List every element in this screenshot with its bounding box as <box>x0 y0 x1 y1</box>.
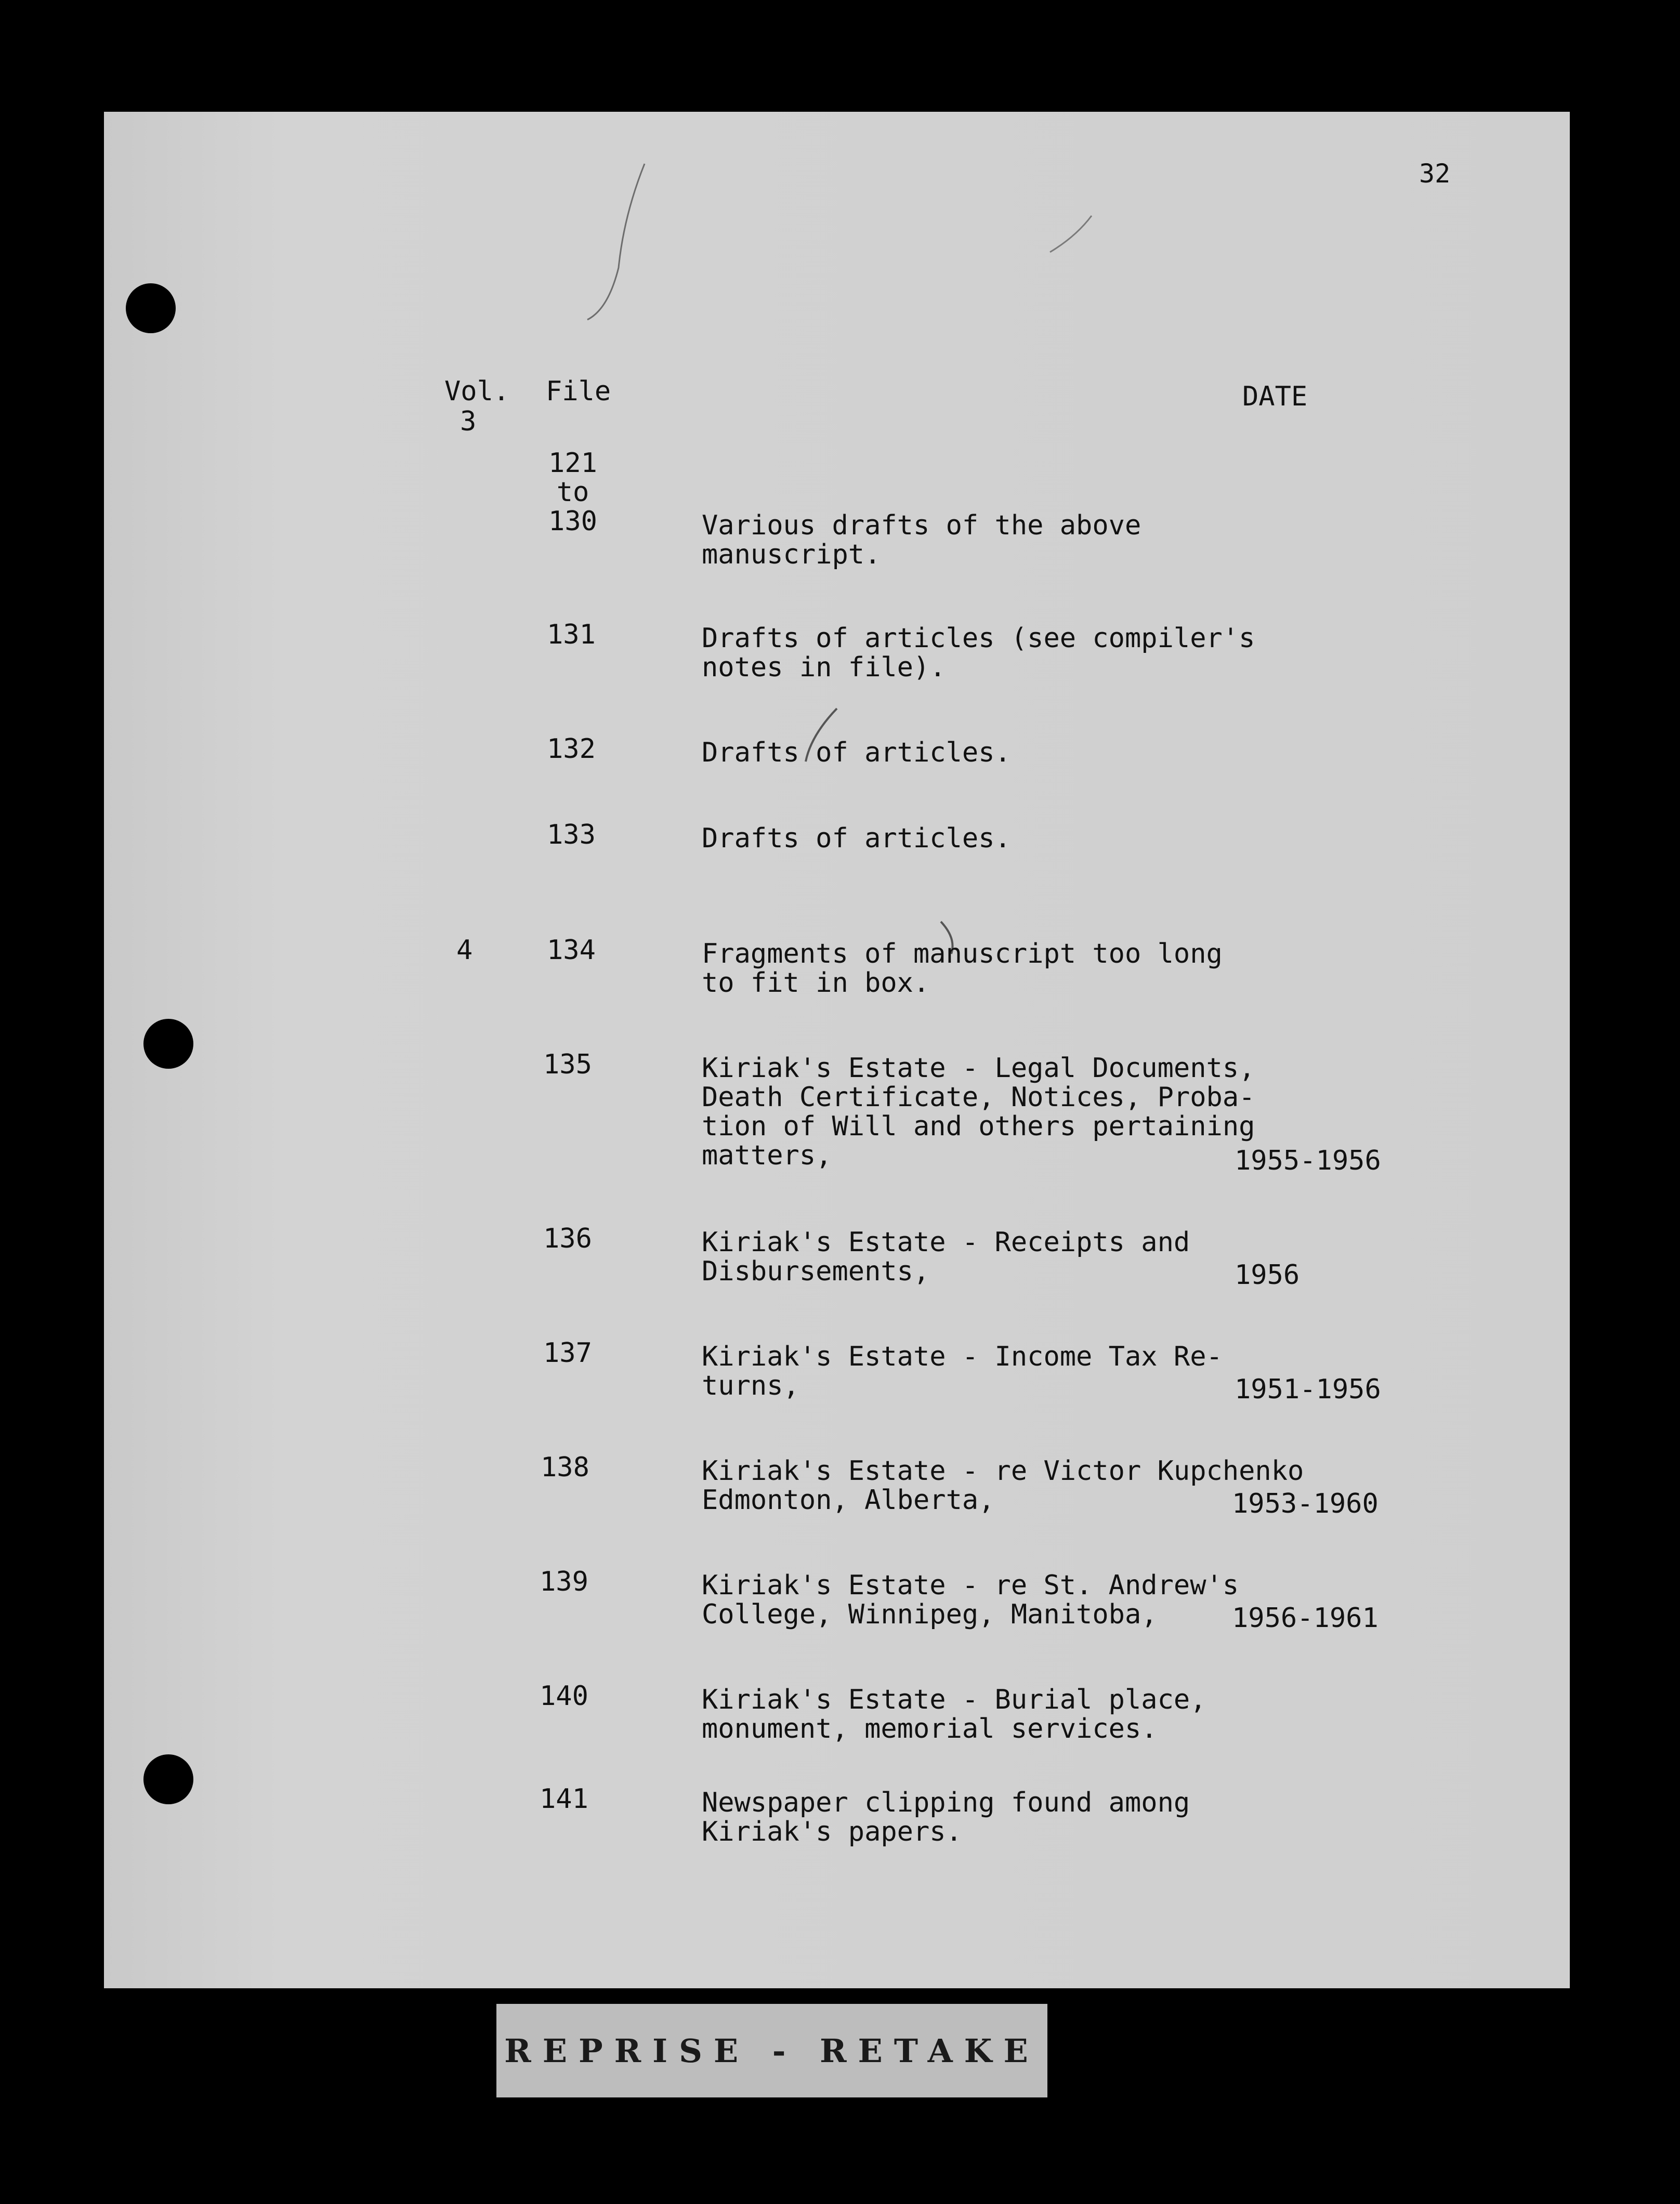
entry-file: 134 <box>547 935 596 966</box>
entry-file: 140 <box>540 1681 588 1712</box>
entry-vol: 4 <box>456 935 473 966</box>
entry-file: 132 <box>547 733 596 765</box>
page-number: 32 <box>1419 159 1451 189</box>
entry-description: Various drafts of the above manuscript. <box>702 510 1141 570</box>
entry-file: 121 to 130 <box>548 448 597 537</box>
entry-description: Drafts of articles. <box>702 737 1011 768</box>
entry-vol: 3 <box>460 406 477 437</box>
entry-description: Newspaper clipping found among Kiriak's papers. <box>702 1787 1190 1847</box>
retake-stamp-text: REPRISE - RETAKE <box>504 2031 1040 2070</box>
entry-file: 139 <box>540 1566 588 1597</box>
header-file: File <box>546 376 611 407</box>
entry-file: 131 <box>547 619 596 650</box>
entry-date: 1956-1961 <box>1232 1603 1379 1634</box>
entry-description: Kiriak's Estate - Income Tax Re- turns, <box>702 1341 1223 1401</box>
entry-description: Kiriak's Estate - Receipts and Disbursements, <box>702 1227 1190 1287</box>
entry-date: 1951-1956 <box>1235 1374 1381 1405</box>
entry-file: 133 <box>547 819 596 850</box>
header-vol: Vol. <box>444 376 510 407</box>
entry-date: 1956 <box>1235 1260 1300 1291</box>
retake-stamp <box>496 2004 1047 2097</box>
entry-file: 135 <box>543 1049 592 1080</box>
entry-file: 141 <box>540 1783 588 1815</box>
entry-description: Drafts of articles (see compiler's notes in file). <box>702 623 1255 683</box>
document-page <box>104 112 1570 1988</box>
entry-description: Kiriak's Estate - Legal Documents, Death Certificate, Notices, Proba- tion of Will and others pertaining matters, <box>702 1053 1255 1171</box>
entry-description: Kiriak's Estate - re St. Andrew's College, Winnipeg, Manitoba, <box>702 1570 1239 1630</box>
entry-description: Drafts of articles. <box>702 823 1011 854</box>
entry-date: 1953-1960 <box>1232 1488 1379 1519</box>
entry-description: Fragments of manuscript too long to fit in box. <box>702 938 1223 999</box>
entry-description: Kiriak's Estate - Burial place, monument, memorial services. <box>702 1684 1206 1744</box>
entry-date: 1955-1956 <box>1235 1145 1381 1176</box>
entry-description: Kiriak's Estate - re Victor Kupchenko Edmonton, Alberta, <box>702 1455 1304 1516</box>
header-date: DATE <box>1242 381 1308 412</box>
entry-file: 138 <box>541 1452 589 1483</box>
entry-file: 137 <box>543 1337 592 1369</box>
entry-file: 136 <box>543 1223 592 1254</box>
